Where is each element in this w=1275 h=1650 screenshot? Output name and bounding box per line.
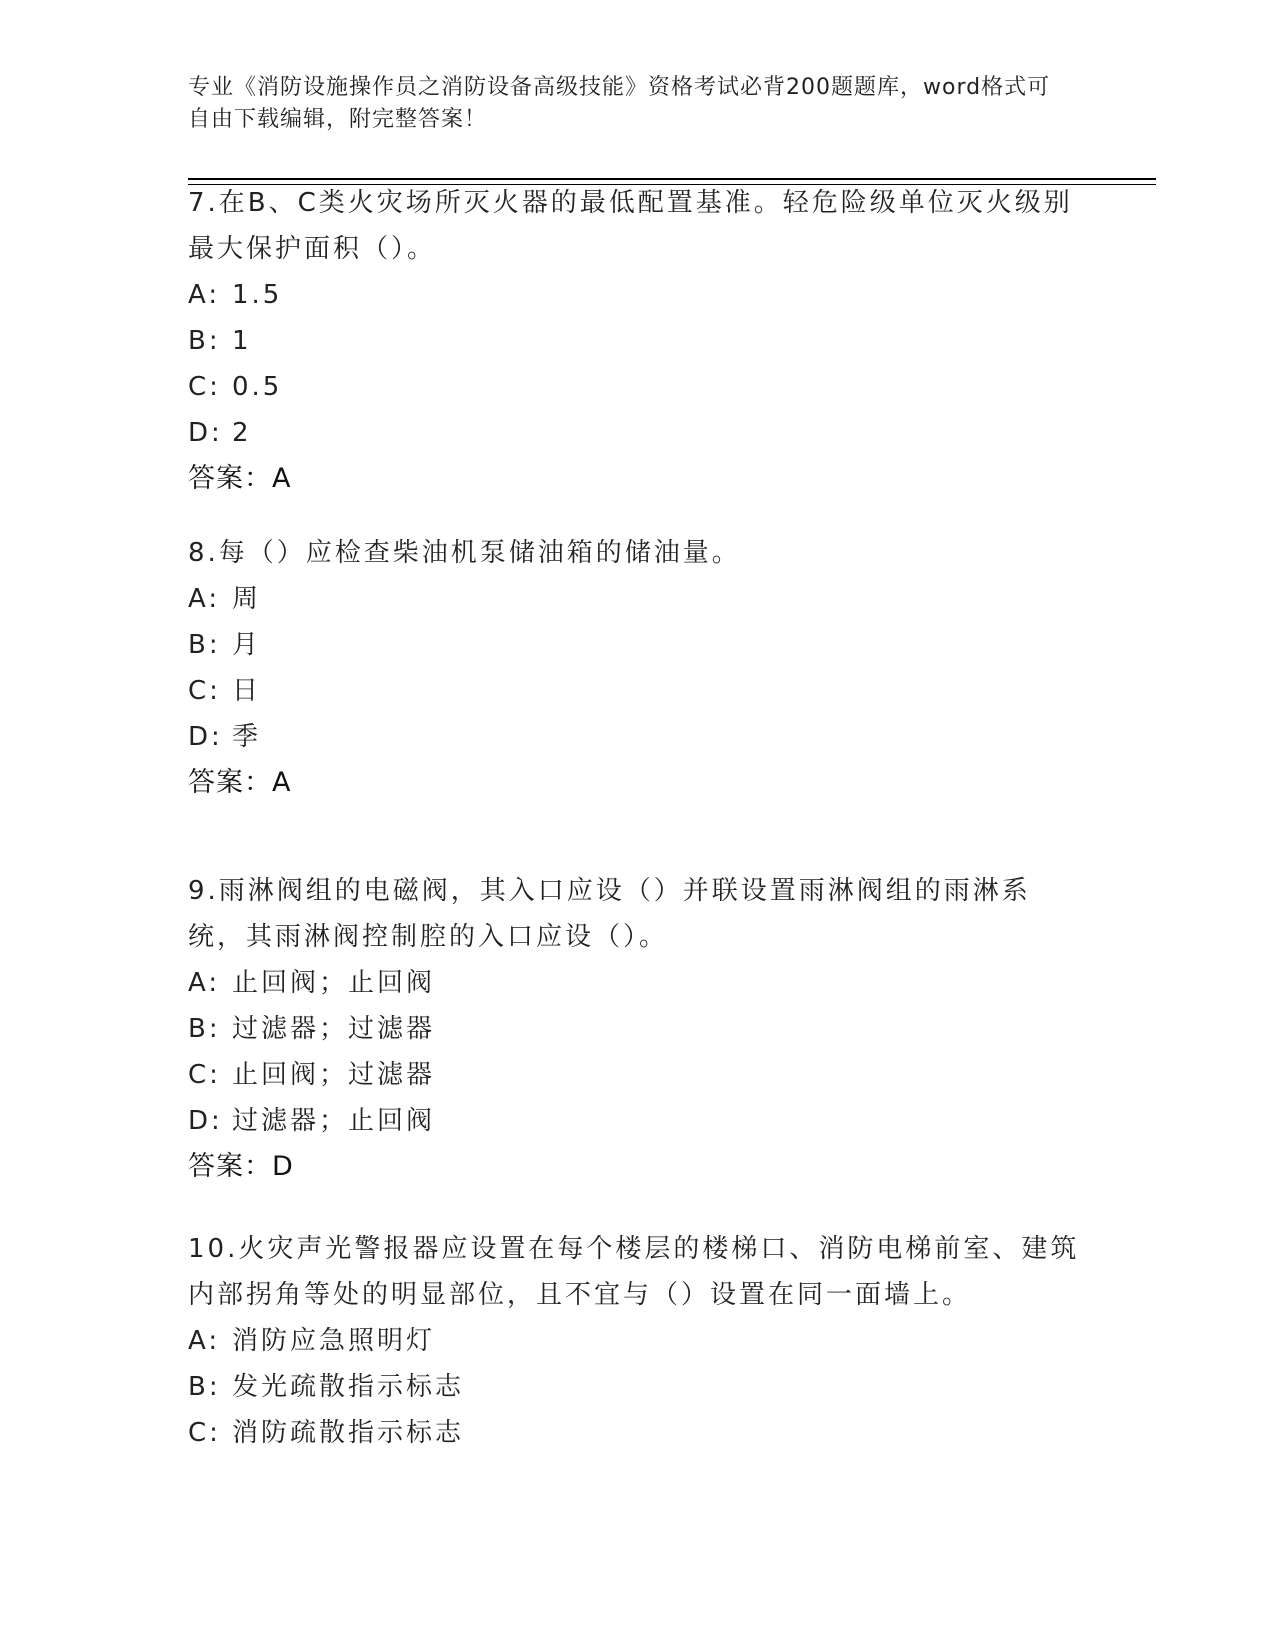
- option-text: 过滤器；止回阀: [232, 1106, 436, 1136]
- option-a: [188, 272, 1088, 318]
- option-letter: D:: [188, 1106, 223, 1136]
- question-stem: 7.在B、C类火灾场所灭火器的最低配置基准。轻危险级单位灭火级别最大保护面积（）。: [188, 188, 1073, 264]
- option-letter: A:: [188, 968, 221, 998]
- option-a: [188, 960, 1088, 1006]
- answer: 答案：D: [188, 1151, 294, 1182]
- option-text: 月: [232, 630, 262, 660]
- option-text: 止回阀；止回阀: [232, 968, 436, 998]
- option-a: [188, 576, 1088, 622]
- option-a: [188, 1318, 1088, 1364]
- option-letter: A:: [188, 584, 221, 614]
- option-text: 季: [232, 722, 262, 752]
- option-letter: B:: [188, 1372, 221, 1402]
- question-stem: 8.每（）应检查柴油机泵储油箱的储油量。: [188, 538, 741, 568]
- option-letter: B:: [188, 1014, 221, 1044]
- answer: 答案：A: [188, 767, 292, 798]
- option-b: [188, 1364, 1088, 1410]
- option-letter: D:: [188, 722, 223, 752]
- question-9: [188, 868, 1088, 1190]
- option-b: [188, 1006, 1088, 1052]
- option-b: [188, 622, 1088, 668]
- option-letter: C:: [188, 372, 221, 402]
- question-10: [188, 1226, 1088, 1456]
- option-letter: C:: [188, 1418, 221, 1448]
- question-stem: 9.雨淋阀组的电磁阀，其入口应设（）并联设置雨淋阀组的雨淋系统，其雨淋阀控制腔的入口应设（）。: [188, 876, 1031, 952]
- option-text: 止回阀；过滤器: [232, 1060, 436, 1090]
- question-stem: 10.火灾声光警报器应设置在每个楼层的楼梯口、消防电梯前室、建筑内部拐角等处的明显部位，且不宜与（）设置在同一面墙上。: [188, 1234, 1080, 1310]
- option-text: 1.5: [232, 280, 283, 310]
- option-text: 消防应急照明灯: [232, 1326, 436, 1356]
- option-text: 过滤器；过滤器: [232, 1014, 436, 1044]
- option-letter: A:: [188, 280, 221, 310]
- option-c: [188, 668, 1088, 714]
- option-text: 2: [232, 418, 252, 448]
- answer: 答案：A: [188, 463, 292, 494]
- question-8: [188, 530, 1088, 806]
- option-text: 日: [232, 676, 262, 706]
- option-c: [188, 1410, 1088, 1456]
- option-text: 发光疏散指示标志: [232, 1372, 465, 1402]
- option-text: 周: [232, 584, 262, 614]
- option-d: [188, 1098, 1088, 1144]
- question-7: [188, 180, 1088, 502]
- option-text: 消防疏散指示标志: [232, 1418, 465, 1448]
- option-d: [188, 410, 1088, 456]
- option-text: 0.5: [232, 372, 283, 402]
- option-c: [188, 1052, 1088, 1098]
- option-b: [188, 318, 1088, 364]
- option-text: 1: [232, 326, 252, 356]
- option-letter: A:: [188, 1326, 221, 1356]
- option-c: [188, 364, 1088, 410]
- option-d: [188, 714, 1088, 760]
- option-letter: D:: [188, 418, 223, 448]
- option-letter: C:: [188, 1060, 221, 1090]
- document-header: 专业《消防设施操作员之消防设备高级技能》资格考试必背200题题库，word格式可自由下载编辑，附完整答案！: [188, 75, 1051, 132]
- option-letter: B:: [188, 326, 221, 356]
- option-letter: C:: [188, 676, 221, 706]
- option-letter: B:: [188, 630, 221, 660]
